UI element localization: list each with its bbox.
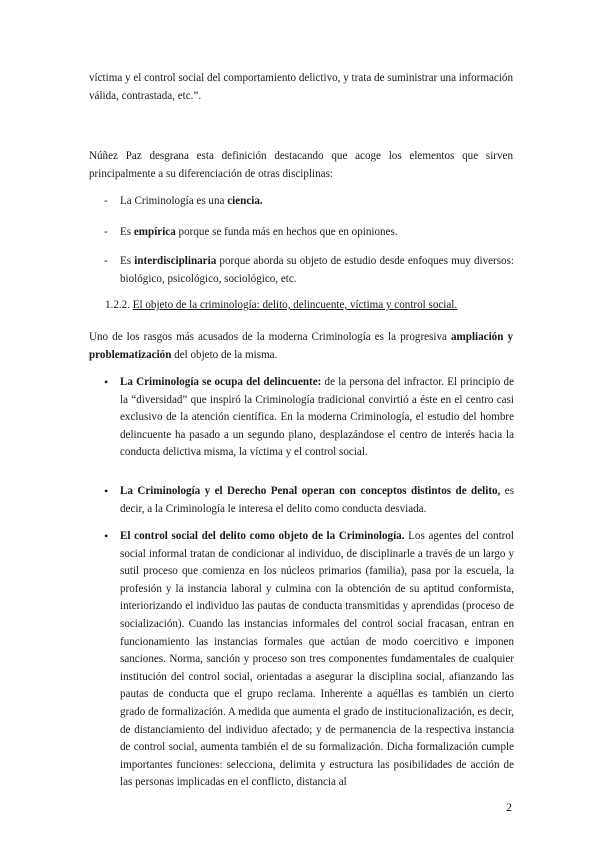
dash-item-interdisciplinaria [104, 253, 514, 288]
section-intro-paragraph [89, 329, 513, 364]
bullet-text: es decir, a la Criminología le interesa el delito como conducta desviada. [120, 485, 515, 515]
bullet-marker: • [104, 375, 109, 389]
bullet-text: Los agentes del control social informal tratan de condicionar al individuo, de disciplinarle a través de un largo y sutil proceso que comienza en los núcleos primarios (familia), pasa por la escuela, la profesión y la instancia laboral y culmina con la obtención de su aptitud conformista, interiorizando el individuo las pautas de conducta transmitidas y aprendidas (proceso de socialización). Cuando las instancias informales del control social fracasan, entran en funcionamiento las instancias formales que actúan de modo coercitivo e imponen sanciones. Norma, sanción y proceso son tres componentes fundamentales de cualquier institución del control social, orientadas a asegurar la disciplina social, afianzando las pautas de conducta que el grupo reclama. Inherente a aquéllas es también un cierto grado de formalización. A medida que aumenta el grado de institucionalización, es decir, de distanciamiento del individuo afectado; y de permanencia de la respectiva instancia de control social, aumenta también el de su formalización. Dicha formalización cumple importantes funciones: selecciona, delimita y estructura las posibilidades de acción de las personas implicadas en el conflicto, distancia al [120, 530, 515, 789]
bullet-derecho-penal [104, 483, 514, 518]
dash-item-ciencia [104, 193, 514, 211]
dash-item-bold: empírica [133, 226, 176, 238]
bullet-marker: • [104, 529, 109, 543]
bullet-bold: La Criminología se ocupa del delincuente: [120, 376, 322, 388]
dash-item-bold: ciencia. [227, 195, 263, 207]
dash-item-text: Es [120, 226, 134, 238]
bullet-marker: • [104, 484, 109, 498]
top-paragraph: víctima y el control social del comportamiento delictivo, y trata de suministrar una información válida, contrastada, etc.”. [89, 72, 513, 102]
bullet-control-social [104, 528, 514, 792]
page-number: 2 [506, 800, 512, 814]
dash-item-text: Es [120, 255, 135, 267]
bullet-bold: El control social del delito como objeto de la Criminología. [120, 530, 405, 542]
section-number: 1.2.2. [105, 299, 130, 311]
dash-item-bold: interdisciplinaria [134, 255, 217, 267]
dash-item-text: La Criminología es una [120, 195, 228, 207]
section-title: El objeto de la criminología: delito, delincuente, víctima y control social. [132, 299, 458, 311]
bullet-text: de la persona del infractor. El principio de la “diversidad” que inspiró la Criminología tradicional convirtió a éste en el centro casi exclusivo de la atención científica. En la moderna Criminología, el estudio del hombre delincuente ha pasado a un segundo plano, desplazándose el centro de interés hacia la conducta delictiva misma, la víctima y el control social. [120, 376, 514, 459]
section-intro-text: del objeto de la misma. [171, 348, 278, 361]
dash-item-empirica [104, 224, 514, 242]
dash-marker: - [104, 195, 108, 207]
intro-paragraph: Núñez Paz desgrana esta definición destacando que acoge los elementos que sirven principalmente a su diferenciación de otras disciplinas: [89, 150, 513, 180]
dash-item-text: porque se funda más en hechos que en opiniones. [175, 226, 398, 238]
bullet-bold: La Criminología y el Derecho Penal operan con conceptos distintos de delito, [120, 485, 501, 497]
dash-marker: - [104, 226, 108, 238]
section-heading [105, 297, 515, 315]
bullet-delincuente [104, 374, 514, 462]
section-intro-text: Uno de los rasgos más acusados de la moderna Criminología es la progresiva [89, 331, 451, 343]
dash-item-text: porque aborda su objeto de estudio desde enfoques muy diversos: biológico, psicológico, sociológico, etc. [120, 255, 515, 285]
section-intro-bold: ampliación y problematización [89, 331, 513, 361]
dash-marker: - [104, 255, 108, 267]
